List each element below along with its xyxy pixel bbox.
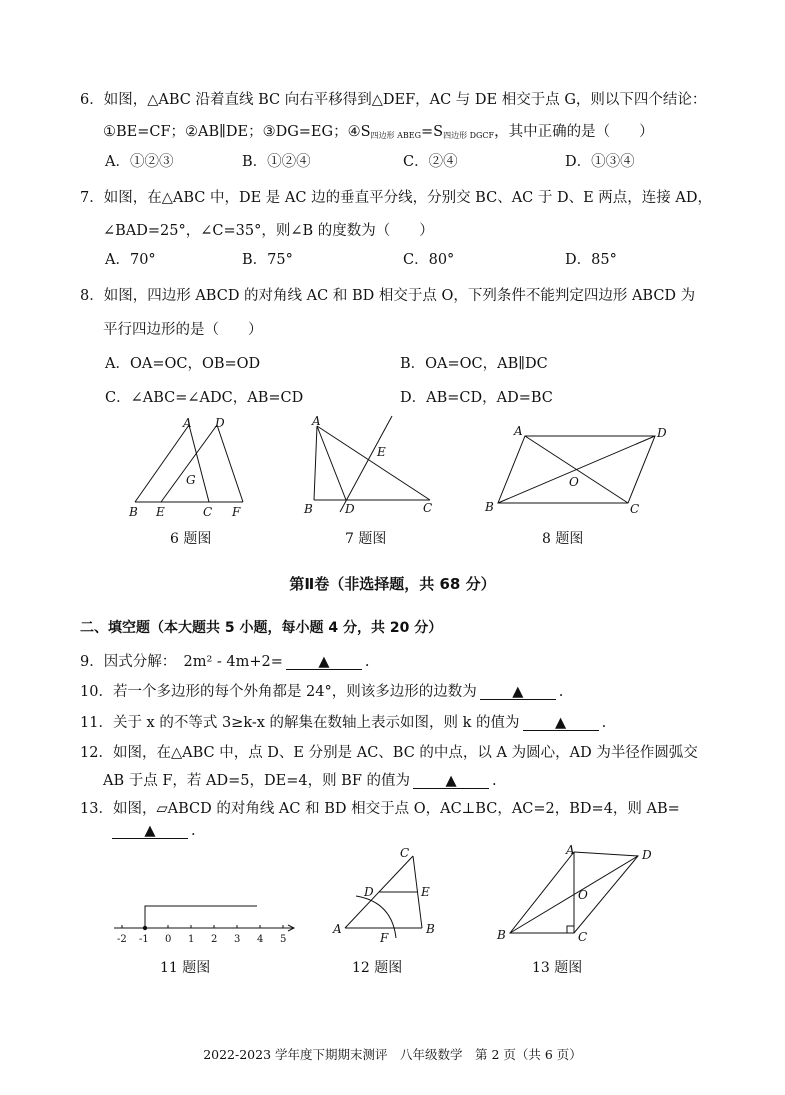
q7-option-c: C．80° xyxy=(403,252,455,268)
q11-text: 11．关于 x 的不等式 3≥k-x 的解集在数轴上表示如图，则 k 的值为 xyxy=(80,715,520,731)
fig11-tick-3: 3 xyxy=(234,934,241,945)
fig6-label-g: G xyxy=(186,473,196,487)
q9-text: 9．因式分解： 2m² - 4m+2= xyxy=(80,654,283,670)
q6-option-c: C．②④ xyxy=(403,154,458,170)
q11-post: . xyxy=(601,715,607,731)
q6-stem: 6．如图，△ABC 沿着直线 BC 向右平移得到△DEF，AC 与 DE 相交于点 G，则以下四个结论： xyxy=(80,92,707,108)
q6-sub2: 四边形 DGCF xyxy=(443,131,495,140)
fig13-label-d: D xyxy=(642,848,652,862)
fig13-label-b: B xyxy=(497,928,506,942)
q13-answer-blank[interactable]: ▲ xyxy=(112,824,188,839)
fig13-caption: 13 题图 xyxy=(532,960,583,976)
q7-option-a: A．70° xyxy=(105,252,156,268)
q7-line2: ∠BAD=25°，∠C=35°，则∠B 的度数为（ ） xyxy=(103,223,434,239)
q6-conclusions xyxy=(103,120,654,141)
fig12-caption: 12 题图 xyxy=(352,960,403,976)
fig8-label-b: B xyxy=(485,500,494,514)
fig7-label-d: D xyxy=(345,502,355,516)
q6-tail: ，其中正确的是（ ） xyxy=(494,124,654,140)
q11-answer-blank[interactable]: ▲ xyxy=(523,716,599,731)
q8-stem: 8．如图，四边形 ABCD 的对角线 AC 和 BD 相交于点 O，下列条件不能判定四边形 ABCD 为 xyxy=(80,288,696,304)
q12-answer-blank[interactable]: ▲ xyxy=(413,774,489,789)
fig8-label-a: A xyxy=(514,424,523,438)
q10-text: 10．若一个多边形的每个外角都是 24°，则该多边形的边数为 xyxy=(80,684,477,700)
q6-option-d: D．①③④ xyxy=(565,154,635,170)
fig7-label-b: B xyxy=(304,502,313,516)
q9 xyxy=(80,650,370,671)
figure-7 xyxy=(300,412,440,522)
fig12-label-e: E xyxy=(421,885,430,899)
fig11-tick-neg1: -1 xyxy=(139,934,149,945)
q7-stem: 7．如图，在△ABC 中，DE 是 AC 边的垂直平分线，分别交 BC、AC 于 D、E 两点，连接 AD， xyxy=(80,190,713,206)
q12-line1: 12．如图，在△ABC 中，点 D、E 分别是 AC、BC 的中点，以 A 为圆心，AD 为半径作圆弧交 xyxy=(80,745,698,761)
fig11-tick-neg2: -2 xyxy=(117,934,127,945)
q9-answer-blank[interactable]: ▲ xyxy=(286,655,362,670)
q10-answer-blank[interactable]: ▲ xyxy=(480,685,556,700)
fig11-caption: 11 题图 xyxy=(160,960,211,976)
section2-title: 二、填空题（本大题共 5 小题，每小题 4 分，共 20 分） xyxy=(80,620,443,636)
q8-option-a: A．OA=OC，OB=OD xyxy=(105,356,261,372)
q6-conclusions-text: ①BE=CF；②AB∥DE；③DG=EG；④S xyxy=(103,124,371,140)
figure-12 xyxy=(330,842,460,952)
q10-post: . xyxy=(558,684,564,700)
q13-line2 xyxy=(112,823,196,839)
q7-option-b: B．75° xyxy=(242,252,293,268)
fig7-label-a: A xyxy=(312,414,321,428)
q12-line2 xyxy=(103,769,497,790)
fig7-caption: 7 题图 xyxy=(345,531,387,547)
fig8-label-c: C xyxy=(630,502,640,516)
fig8-label-o: O xyxy=(569,475,579,489)
q8-option-c: C．∠ABC=∠ADC，AB=CD xyxy=(105,390,304,406)
fig6-label-b: B xyxy=(129,505,138,519)
fig13-label-o: O xyxy=(578,888,588,902)
fig6-label-c: C xyxy=(203,505,213,519)
fig12-label-d: D xyxy=(364,885,374,899)
page-footer: 2022-2023 学年度下期期末测评 八年级数学 第 2 页（共 6 页） xyxy=(203,1047,582,1062)
figure-6 xyxy=(125,415,265,525)
q6-sub1: 四边形 ABEG xyxy=(370,131,421,140)
figure-13 xyxy=(492,840,662,950)
fig13-label-c: C xyxy=(578,930,588,944)
q12-text: AB 于点 F，若 AD=5，DE=4，则 BF 的值为 xyxy=(103,773,411,789)
fig12-label-f: F xyxy=(380,931,389,945)
fig8-label-d: D xyxy=(657,426,667,440)
fig12-label-a: A xyxy=(333,922,342,936)
fig11-tick-1: 1 xyxy=(188,934,195,945)
q9-post: . xyxy=(364,654,370,670)
fig11-tick-5: 5 xyxy=(280,934,287,945)
q8-option-d: D．AB=CD，AD=BC xyxy=(400,390,553,406)
q11 xyxy=(80,711,606,732)
fig6-label-f: F xyxy=(232,505,241,519)
figure-11-number-line xyxy=(112,900,302,950)
q13-line1: 13．如图，▱ABCD 的对角线 AC 和 BD 相交于点 O，AC⊥BC，AC=2，BD=4，则 AB= xyxy=(80,801,680,817)
figure-8 xyxy=(480,418,670,528)
q13-post: . xyxy=(191,823,196,839)
fig11-tick-2: 2 xyxy=(211,934,218,945)
fig6-label-a: A xyxy=(183,416,192,430)
q6-eq: =S xyxy=(420,124,444,140)
q6-option-a: A．①②③ xyxy=(105,154,174,170)
fig6-caption: 6 题图 xyxy=(170,531,212,547)
q6-option-b: B．①②④ xyxy=(242,154,311,170)
q8-option-b: B．OA=OC，AB∥DC xyxy=(400,356,548,372)
fig7-label-c: C xyxy=(423,501,433,515)
part2-title: 第Ⅱ卷（非选择题，共 68 分） xyxy=(289,575,496,593)
fig11-tick-4: 4 xyxy=(257,934,264,945)
fig8-caption: 8 题图 xyxy=(542,531,584,547)
fig13-label-a: A xyxy=(566,843,575,857)
q10 xyxy=(80,680,563,701)
q8-line2: 平行四边形的是（ ） xyxy=(103,322,263,338)
fig12-label-c: C xyxy=(400,846,410,860)
q7-option-d: D．85° xyxy=(565,252,617,268)
fig6-label-d: D xyxy=(215,416,225,430)
fig6-label-e: E xyxy=(156,505,165,519)
fig11-tick-0: 0 xyxy=(165,934,172,945)
fig12-label-b: B xyxy=(426,922,435,936)
q12-post: . xyxy=(492,773,497,789)
fig7-label-e: E xyxy=(377,445,386,459)
